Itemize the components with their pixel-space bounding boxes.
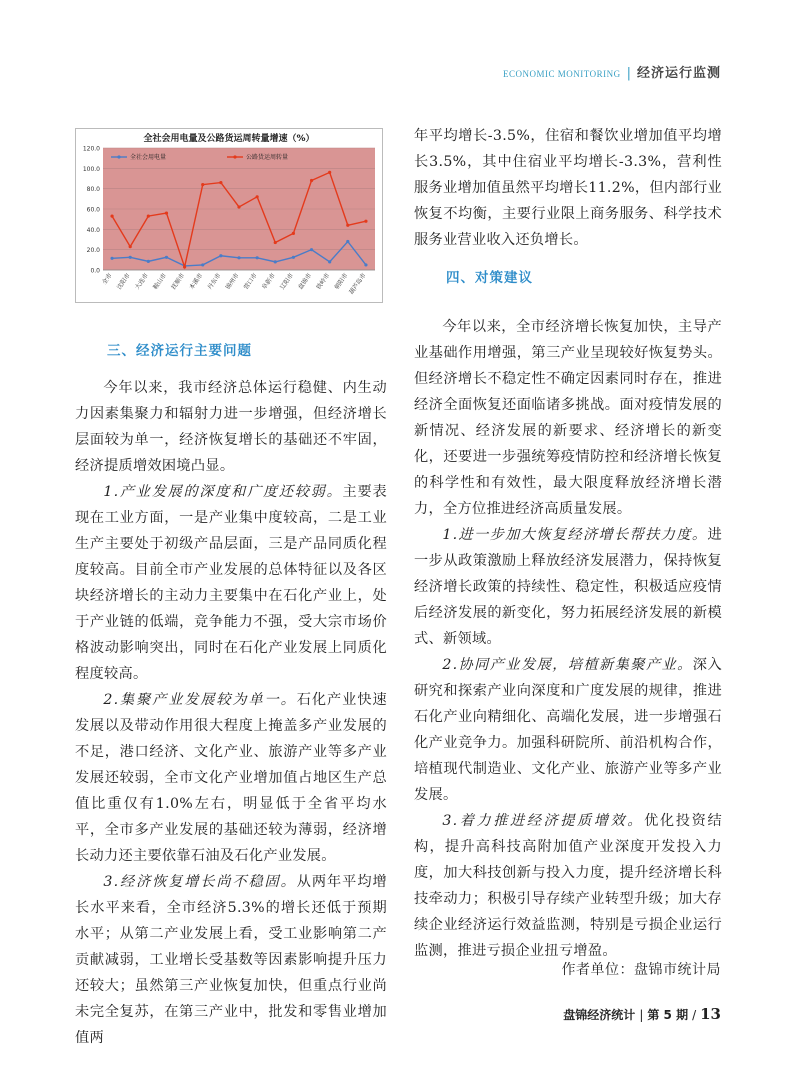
paragraph	[414, 314, 722, 522]
data-point	[165, 211, 168, 214]
data-point	[183, 265, 186, 268]
journal-name: 盘锦经济统计	[563, 1008, 636, 1022]
paragraph-text: 年平均增长-3.5%，住宿和餐饮业增加值平均增长3.5%，其中住宿业平均增长-3.3%，营利性服务业增加值虽然平均增长11.2%，但内部行业恢复不均衡，主要行业限上商务服务、科学技术服务业营业收入还负增长。	[414, 128, 722, 248]
right-column	[414, 314, 722, 964]
data-point	[256, 256, 259, 259]
paragraph-text: 进一步从政策激励上释放经济发展潜力，保持恢复经济增长政策的持续性、稳定性，积极适应疫情后经济发展的新变化，努力拓展经济发展的新模式、新领域。	[414, 527, 722, 647]
data-point	[129, 245, 132, 248]
data-point	[256, 195, 259, 198]
header-english: ECONOMIC MONITORING	[503, 69, 621, 79]
author-affiliation: 作者单位：盘锦市统计局	[561, 962, 721, 978]
data-point	[364, 220, 367, 223]
data-point	[219, 254, 222, 257]
data-point	[129, 256, 132, 259]
legend-swatch-marker	[117, 155, 120, 158]
data-point	[274, 241, 277, 244]
page-number: 13	[700, 1005, 721, 1023]
left-column	[75, 375, 387, 1051]
data-point	[346, 240, 349, 243]
x-tick-label: 铁岭市	[315, 272, 332, 291]
y-tick-label: 80.0	[86, 186, 100, 194]
paragraph-text: 今年以来，全市经济增长恢复加快，主导产业基础作用增强，第三产业呈现较好恢复势头。但经济增长不稳定性不确定因素同时存在，推进经济全面恢复还面临诸多挑战。面对疫情发展的新情况、经济发展的新要求、经济增长的新变化，还要进一步强统筹疫情防控和经济增长恢复的科学性和有效性，最大限度释放经济增长潜力，全方位推进经济高质量发展。	[414, 319, 722, 517]
right-column-top	[414, 123, 722, 253]
x-tick-label: 丹东市	[206, 272, 223, 291]
paragraph	[414, 652, 722, 808]
x-tick-label: 沈阳市	[115, 272, 132, 291]
x-tick-label: 葫芦岛市	[348, 272, 368, 296]
x-tick-label: 全市	[101, 272, 114, 286]
issue-number: 第 5 期	[647, 1008, 689, 1022]
footer-separator: |	[639, 1008, 644, 1022]
legend-label: 公路货运周转量	[246, 154, 289, 162]
x-tick-label: 本溪市	[188, 272, 205, 291]
legend-label: 全社会用电量	[130, 154, 167, 162]
data-point	[147, 260, 150, 263]
page-footer	[563, 1005, 721, 1023]
data-point	[292, 232, 295, 235]
paragraph-text: 石化产业快速发展以及带动作用很大程度上掩盖多产业发展的不足，港口经济、文化产业、旅游产业等多产业发展还较弱，全市文化产业增加值占地区生产总值比重仅有1.0%左右，明显低于全省平均水平，全市多产业发展的基础还较为薄弱，经济增长动力还主要依靠石油及石化产业发展。	[75, 692, 387, 864]
paragraph-text: 优化投资结构，提升高科技高附加值产业深度开发投入力度，加大科技创新与投入力度，提升经济增长科技牵动力；积极引导存续产业转型升级；加大存续企业经济运行效益监测，特别是亏损企业运行监测，推进亏损企业扭亏增盈。	[414, 813, 722, 959]
data-point	[310, 248, 313, 251]
y-tick-label: 20.0	[86, 247, 100, 255]
data-point	[292, 256, 295, 259]
x-tick-label: 锦州市	[224, 272, 241, 291]
paragraph	[75, 687, 387, 869]
header-separator: |	[626, 66, 631, 81]
paragraph-text: 深入研究和探索产业向深度和广度发展的规律，推进石化产业向精细化、高端化发展，进一步增强石化产业竞争力。加强科研院所、前沿机构合作，培植现代制造业、文化产业、旅游产业等多产业发展。	[414, 657, 723, 803]
x-tick-label: 抚顺市	[170, 272, 187, 291]
x-tick-label: 辽阳市	[278, 272, 296, 291]
data-point	[110, 257, 113, 260]
x-tick-label: 鞍山市	[152, 272, 169, 291]
y-tick-label: 120.0	[82, 145, 100, 153]
y-tick-label: 40.0	[86, 226, 100, 234]
section-title-suggestions: 四、对策建议	[446, 270, 533, 286]
y-tick-label: 100.0	[82, 165, 100, 173]
subheading: 2.协同产业发展，培植新集聚产业。	[442, 657, 693, 673]
paragraph	[75, 479, 387, 687]
data-point	[219, 181, 222, 184]
subheading: 3.经济恢复增长尚不稳固。	[103, 874, 297, 890]
y-tick-label: 0.0	[90, 267, 100, 275]
subheading: 2.集聚产业发展较为单一。	[103, 692, 297, 708]
data-point	[274, 260, 277, 263]
paragraph-text: 从两年平均增长水平来看，全市经济5.3%的增长还低于预期水平；从第二产业发展上看，受工业影响第二产贡献减弱，工业增长受基数等因素影响提升压力还较大；虽然第三产业恢复加快，但重点行业尚未完全复苏，在第三产业中，批发和零售业增加值两	[75, 874, 387, 1046]
chart-title: 全社会用电量及公路货运周转量增速（%）	[143, 134, 315, 144]
data-point	[364, 263, 367, 266]
line-chart	[75, 128, 383, 303]
section-title-problems: 三、经济运行主要问题	[107, 343, 252, 359]
paragraph-text: 今年以来，我市经济总体运行稳健、内生动力因素集聚力和辐射力进一步增强，但经济增长层面较为单一，经济恢复增长的基础还不牢固，经济提质增效困境凸显。	[75, 380, 387, 474]
header-chinese: 经济运行监测	[636, 66, 721, 81]
data-point	[201, 183, 204, 186]
subheading: 1.进一步加大恢复经济增长帮扶力度。	[442, 527, 708, 543]
y-tick-label: 60.0	[86, 206, 100, 214]
data-point	[346, 224, 349, 227]
data-point	[310, 179, 313, 182]
data-point	[237, 205, 240, 208]
x-tick-label: 朝阳市	[333, 272, 350, 291]
data-point	[201, 263, 204, 266]
legend-swatch-marker	[233, 155, 236, 158]
data-point	[110, 215, 113, 218]
x-tick-label: 盘锦市	[297, 272, 314, 291]
data-point	[328, 260, 331, 263]
subheading: 3.着力推进经济提质增效。	[442, 813, 645, 829]
chart-svg	[75, 128, 383, 303]
footer-slash: /	[692, 1008, 697, 1022]
data-point	[237, 256, 240, 259]
paragraph-text: 主要表现在工业方面，一是产业集中度较高，二是工业生产主要处于初级产品层面，三是产品同质化程度较高。目前全市产业发展的总体特征以及各区块经济增长的主动力主要集中在石化产业上，处于产业链的低端，竞争能力不强，受大宗市场价格波动影响突出，同时在石化产业发展上同质化程度较高。	[75, 484, 387, 682]
data-point	[328, 171, 331, 174]
paragraph	[414, 522, 722, 652]
data-point	[147, 215, 150, 218]
x-tick-label: 营口市	[242, 272, 259, 291]
data-point	[165, 256, 168, 259]
subheading: 1.产业发展的深度和广度还较弱。	[103, 484, 343, 500]
paragraph	[414, 808, 722, 964]
running-header	[503, 62, 721, 81]
paragraph	[414, 123, 722, 253]
x-tick-label: 大连市	[133, 272, 150, 291]
paragraph	[75, 869, 387, 1051]
x-tick-label: 阜新市	[260, 272, 277, 291]
paragraph	[75, 375, 387, 479]
